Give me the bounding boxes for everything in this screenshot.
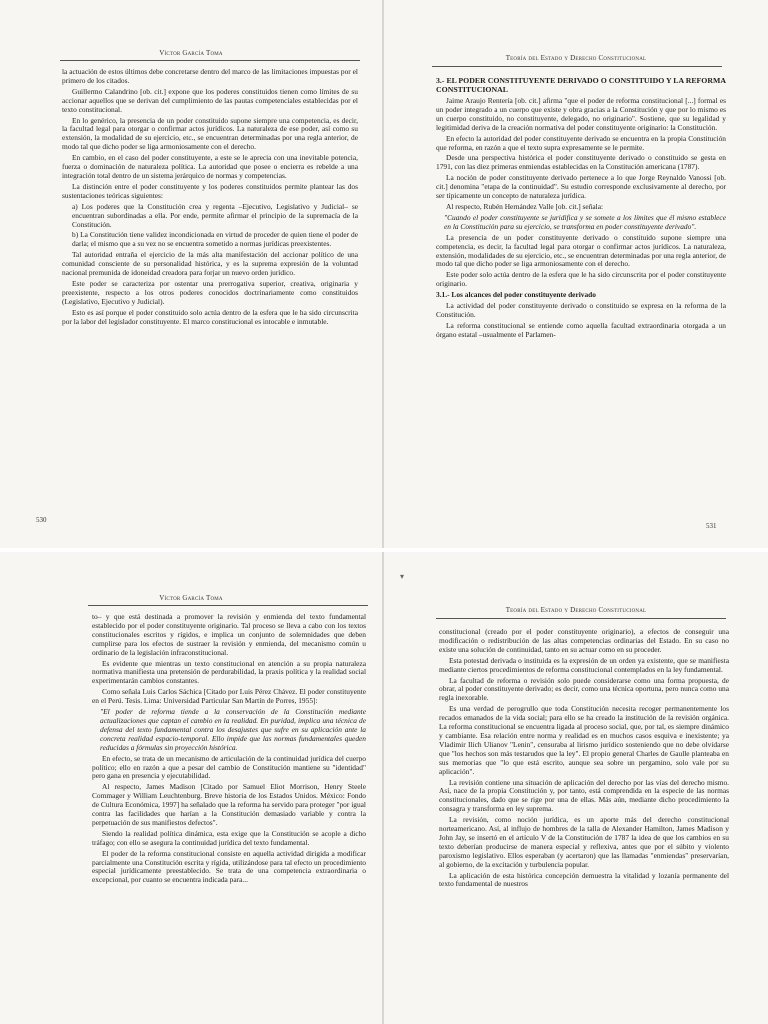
body-text	[92, 613, 366, 887]
paragraph: to– y que está destinada a promover la revisión y enmienda del texto fundamental establecido por el poder constituyente originario. Tal proceso se lleva a cabo con los textos constitucionales escritos y rígidos, e implica un conjunto de solemnidades que deben cumplirse para los efectos de sustraer la revisión y enmienda, del mecanismo común u ordinario de la legislación infraconstitucional.	[92, 612, 366, 657]
page-number: 531	[706, 522, 717, 530]
running-header: Teoría del Estado y Derecho Constitucional	[505, 606, 647, 614]
running-header: Víctor García Toma	[159, 594, 223, 602]
paragraph: La reforma constitucional se entiende como aquella facultad extraordinaria otorgada a un órgano estatal –usualmente el Parlamen-	[436, 320, 726, 339]
paragraph: Es evidente que mientras un texto constitucional en atención a su propia naturaleza normativa manifiesta una pretensión de perdurabilidad, la praxis política y la realidad social experimentarán cambios constantes.	[92, 658, 366, 686]
paragraph: La noción de poder constituyente derivado pertenece a lo que Jorge Reynaldo Vanossi [ob. cit.] denomina "etapa de la continuidad". Su estudio corresponde exclusivamente al derecho, por ser típicamente un concepto de naturaleza jurídica.	[436, 173, 726, 201]
running-header: Teoría del Estado y Derecho Constitucional	[505, 54, 647, 62]
paragraph: "Cuando el poder constituyente se juridifica y se somete a los límites que él mismo establece en la Constitución para su ejercicio, se transforma en poder constituyente derivado".	[444, 212, 726, 231]
running-header: Víctor García Toma	[159, 49, 223, 57]
paragraph: Siendo la realidad política dinámica, esta exige que la Constitución se acople a dicho tráfago; con ello se asegura la continuidad jurídica del texto fundamental.	[92, 828, 366, 847]
paragraph: Esto es así porque el poder constituido solo actúa dentro de la esfera que le ha sido circunscrita por la labor del legislador constituyente. El marco constitucional es intocable e inmutable.	[62, 307, 358, 326]
body-text	[436, 76, 726, 342]
header-rule	[432, 66, 722, 67]
body-text	[62, 68, 358, 328]
top-gutter	[382, 0, 384, 548]
paragraph: En lo genérico, la presencia de un poder constituido supone siempre una competencia, es decir, la facultad legal para otorgar o confirmar actos jurídicos. La naturaleza de ese poder, así como su extensión, la modalidad de su ejercicio, etc., se encuentran determinadas por una regla anterior, de modo tal que dicho poder se liga armoniosamente con el derecho.	[62, 115, 358, 152]
paragraph: "El poder de reforma tiende a la conservación de la Constitución mediante actualizaciones que captan el cambio en la realidad. En puridad, implica una técnica de defensa del texto fundamental contra los desajustes que sufre en su aplicación ante la concreta realidad espacio-temporal. Ello impide que las normas fundamentales queden reducidas a fórmulas sin proyección histórica.	[100, 707, 366, 752]
paragraph: Como señala Luis Carlos Sáchica [Citado por Luis Pérez Chávez. El poder constituyente en el Perú. Tesis. Lima: Universidad Particular San Martín de Porres, 1955]:	[92, 687, 366, 706]
paragraph: Al respecto, James Madison [Citado por Samuel Eliot Morrison, Henry Steele Commager y William Leuchtenburg. Breve historia de los Estados Unidos. México: Fondo de Cultura Económica, 1997] ha señalado que la reforma ha servido para proteger "por igual contra las facilidades que harían a la Constitución demasiado variable y contra la perpetuación de sus manifiestos defectos".	[92, 782, 366, 827]
paragraph: La revisión contiene una situación de aplicación del derecho por las vías del derecho mismo. Así, nace de la propia Constitución y, por tanto, está comprendida en la especie de las normas constitucionales, dado que se rige por una de ellas. Más aún, mediante dicho procedimiento la consagra y transforma en ley suprema.	[439, 777, 729, 814]
paragraph: Este poder solo actúa dentro de la esfera que le ha sido circunscrita por el poder constituyente originario.	[436, 270, 726, 289]
section-paragraphs	[436, 97, 726, 289]
subsection-paragraphs	[436, 302, 726, 340]
paragraph: El poder de la reforma constitucional consiste en aquella actividad dirigida a modificar parcialmente una Constitución escrita y rígida, utilizándose para tal efecto un procedimiento especial jurídicamente preestablecido. Se trata de una competencia extraordinaria o excepcional, por cuanto se encuentra indicada para...	[92, 848, 366, 885]
header-rule	[60, 60, 360, 61]
paragraph: Jaime Araujo Rentería [ob. cit.] afirma "que el poder de reforma constitucional [...] formal es un poder integrado a un cuerpo que existe y obra gracias a la Constitución y que por lo mismo es un cuerpo constituido, no constituyente, delegado, no originario". Sostiene, que su legalidad y legitimidad deriva de la creación normativa del poder constituyente originario: la Constitución.	[436, 96, 726, 132]
paragraph: La revisión, como noción jurídica, es un aporte más del derecho constitucional norteamericano. Así, al influjo de hombres de la talla de Alexander Hamilton, James Madison y John Jay, se insertó en el artículo V de la Constitución de 1787 la idea de que los cambios en su texto deberían producirse de manera especial y reflexiva, antes que por el súbito y violento paroxismo legislativo. Ellos esperaban (y acertaron) que las llamadas "enmiendas" preservarían, al gobierno, de la excitación y turbulencia popular.	[439, 815, 729, 869]
header-rule	[88, 605, 368, 606]
paragraph: Es una verdad de perogrullo que toda Constitución necesita recoger permanentemente los recados emanados de la vida social; para ello se ha creado la institución de la revisión orgánica. La reforma constitucional se encuentra ligada al proceso social, que, por tal, es siempre dinámico y cambiante. Esa relación entre norma y realidad es en muchos casos esquiva e inexistente; ya Vladimir Ilich Ulianov "Lenin", censuraba al lirismo jurídico sosteniendo que no debe olvidarse que "los hechos son más testarudos que la ley". El propio general Charles de Gaulle planteaba en sus memorias que "lo que está escrito, aunque sea sobre un pergamino, solo vale por su aplicación".	[439, 704, 729, 776]
bottom-right-page	[384, 552, 768, 1024]
bottom-left-page	[0, 552, 382, 1024]
paragraph: Desde una perspectiva histórica el poder constituyente derivado o constituido se gesta en 1791, con las diez primeras enmiendas establecidas en la Constitución americana (1787).	[436, 153, 726, 172]
spread-divider	[0, 549, 768, 552]
paragraph: En cambio, en el caso del poder constituyente, a este se le aprecia con una inevitable potencia, fuerza o dominación de naturaleza política. La autoridad que posee o encierra es rebelde a una integración total dentro de un sistema jerárquico de normas y competencias.	[62, 153, 358, 180]
paragraph: La presencia de un poder constituyente derivado o constituido supone siempre una competencia, es decir, la facultad legal para otorgar o confirmar actos jurídicos. La naturaleza, extensión, modalidades de su ejercicio, etc., se encuentran determinadas por una regla anterior, de modo tal que dicho poder se liga armoniosamente con el derecho.	[436, 232, 726, 269]
page-531	[384, 0, 768, 548]
paragraph: Esta potestad derivada o instituida es la expresión de un orden ya existente, que se manifiesta mediante ciertos procedimientos de reforma constitucional contemplados en la ley fundamental.	[439, 655, 729, 674]
paragraph: a) Los poderes que la Constitución crea y regenta –Ejecutivo, Legislativo y Judicial– se encuentran subordinadas a ella. Por ende, permite afirmar el principio de la supremacía de la Constitución.	[72, 201, 358, 229]
section-title: 3.- EL PODER CONSTITUYENTE DERIVADO O CONSTITUIDO Y LA REFORMA CONSTITUCIONAL	[436, 76, 726, 94]
paragraph: En efecto la autoridad del poder constituyente derivado se encuentra en la propia Constitución que reforma, en razón a que el texto supra expresamente se le permite.	[436, 133, 726, 152]
page-number: 530	[36, 516, 47, 524]
header-rule	[436, 618, 726, 619]
paragraph: La distinción entre el poder constituyente y los poderes constituidos permite plantear las dos sustentaciones teóricas siguientes:	[62, 181, 358, 200]
paragraph: constitucional (creado por el poder constituyente originario), a efectos de conseguir una modificación o redistribución de las altas competencias ordinarias del Estado. En su caso no existe una solución de continuidad, tanto en su actuar como en su proceder.	[439, 627, 729, 654]
scan-artifact-mark: ▾	[400, 572, 405, 581]
paragraph: la actuación de estos últimos debe concretarse dentro del marco de las limitaciones impuestas por el primero de los citados.	[62, 67, 358, 85]
paragraph: b) La Constitución tiene validez incondicionada en virtud de proceder de quien tiene el poder de darla; el mismo que a su vez no se encuentra sometido a normas jurídicas preexistentes.	[72, 230, 358, 249]
paragraph: La actividad del poder constituyente derivado o constituido se expresa en la reforma de la Constitución.	[436, 301, 726, 319]
paragraph: La facultad de reforma o revisión solo puede considerarse como una forma propuesta, de obrar, al poder constituyente derivado; es decir, como una técnica oportuna, pero nunca como una regla inexorable.	[439, 675, 729, 703]
body-text	[439, 628, 729, 891]
paragraph: Guillermo Calandrino [ob. cit.] expone que los poderes constituidos tienen como límites de su accionar aquellos que se derivan del cumplimiento de las pautas competenciales establecidas por el texto constitucional.	[62, 86, 358, 114]
paragraph: La aplicación de esta histórica concepción demuestra la vitalidad y lozanía permanente del texto fundamental de nuestros	[439, 870, 729, 889]
subsection-title: 3.1.- Los alcances del poder constituyente derivado	[436, 290, 596, 300]
bottom-gutter	[382, 552, 384, 1024]
paragraph: Al respecto, Rubén Hernández Valle [ob. cit.] señala:	[446, 201, 604, 211]
paragraph: Tal autoridad entraña el ejercicio de la más alta manifestación del accionar político de una comunidad consciente de su personalidad histórica, y es la suprema expresión de la voluntad nacional premunida de idoneidad creadora para forjar un nuevo orden jurídico.	[62, 250, 358, 278]
paragraph: Este poder se caracteriza por ostentar una prerrogativa superior, creativa, originaria y preexistente, respecto a los otros poderes conocidos doctrinariamente como constituidos (Legislativo, Ejecutivo y Judicial).	[62, 278, 358, 306]
page-530	[0, 0, 382, 548]
paragraph: En efecto, se trata de un mecanismo de articulación de la continuidad jurídica del cuerpo político; ello en razón a que a pesar del cambio de Constitución mantiene su "identidad" pero gana en presencia y ejecutabilidad.	[92, 753, 366, 781]
